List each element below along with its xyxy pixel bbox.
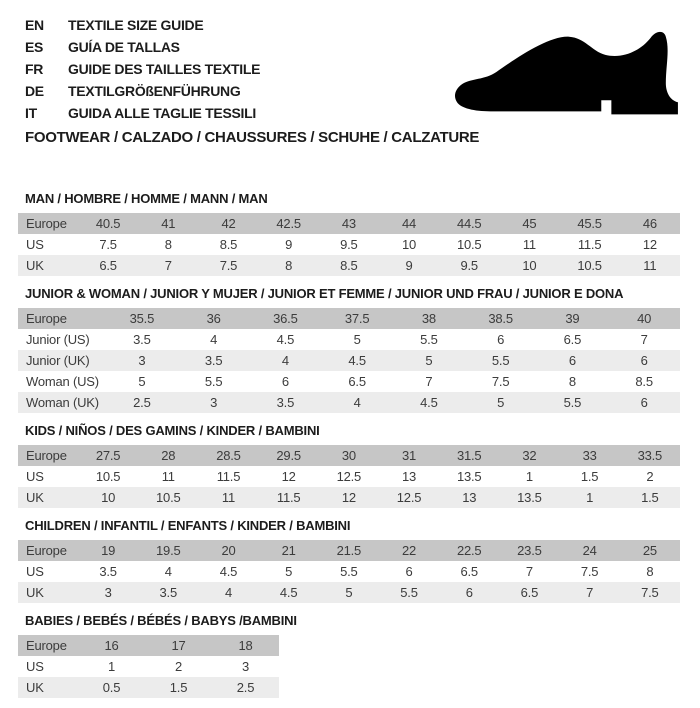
size-cell: 8.5 [635,374,653,389]
size-cell: 7.5 [580,564,599,579]
size-cell: 36.5 [273,311,298,326]
table-row [18,677,279,698]
shoe-silhouette [455,32,678,114]
size-cell: 10.5 [95,469,121,484]
language-row [25,36,260,58]
language-title: TEXTILGRÖßENFÜHRUNG [68,83,241,99]
size-tables [18,191,680,708]
size-table-title: KIDS / NIÑOS / DES GAMINS / KINDER / BAMBINI [25,423,320,438]
size-cell: 37.5 [344,311,370,326]
size-cell: 5.5 [491,353,510,368]
size-cell: 4 [281,353,289,368]
size-table-section [18,191,680,276]
row-label: UK [26,258,44,273]
size-cell: 3.5 [99,564,117,579]
size-cell: 21 [281,543,296,558]
size-cell: 8.5 [219,237,238,252]
language-code: EN [25,17,44,33]
size-cell: 42.5 [276,216,301,231]
row-label: US [26,659,44,674]
size-table [18,635,279,698]
size-cell: 7 [525,564,533,579]
size-cell: 5 [425,353,433,368]
size-cell: 1 [525,469,533,484]
table-row [18,234,680,255]
size-cell: 5.5 [340,564,358,579]
size-cell: 3.5 [204,353,223,368]
size-cell: 11.5 [276,490,301,505]
language-title: GUIDE DES TAILLES TEXTILE [68,61,261,77]
size-cell: 3.5 [159,585,178,600]
size-cell: 11 [221,490,236,505]
size-cell: 6 [281,374,289,389]
size-cell: 4.5 [348,353,366,368]
size-cell: 5 [285,564,293,579]
size-cell: 40 [637,311,652,326]
table-row [18,635,279,656]
row-label: Woman (UK) [26,395,99,410]
size-cell: 4.5 [420,395,438,410]
size-cell: 20 [221,543,236,558]
size-cell: 38 [421,311,436,326]
size-table-title: MAN / HOMBRE / HOMME / MANN / MAN [25,191,268,206]
size-cell: 9 [285,237,293,252]
row-label: Europe [26,216,67,231]
size-cell: 1.5 [580,469,599,484]
size-cell: 6.5 [563,332,582,347]
size-cell: 30 [341,448,356,463]
size-cell: 41 [161,216,176,231]
language-row [25,14,260,36]
size-cell: 8 [285,258,293,273]
category-title: FOOTWEAR / CALZADO / CHAUSSURES / SCHUHE / CALZATURE [25,129,480,146]
size-cell: 5 [497,395,505,410]
size-cell: 12.5 [336,469,362,484]
size-cell: 13.5 [517,490,542,505]
shoe-icon [452,27,686,119]
table-row [18,582,680,603]
size-cell: 4 [164,564,172,579]
size-cell: 18 [238,638,253,653]
size-cell: 23.5 [517,543,542,558]
size-cell: 19 [101,543,116,558]
size-cell: 1.5 [169,680,188,695]
size-cell: 3 [210,395,218,410]
size-cell: 33 [582,448,597,463]
table-row [18,350,680,371]
size-cell: 10 [402,237,417,252]
size-cell: 45.5 [577,216,602,231]
size-cell: 10 [101,490,116,505]
size-cell: 7 [425,374,433,389]
size-table-title: CHILDREN / INFANTIL / ENFANTS / KINDER / BAMBINI [25,518,351,533]
table-row [18,392,680,413]
size-cell: 24 [582,543,597,558]
size-cell: 2 [174,659,183,674]
size-cell: 28.5 [216,448,241,463]
size-cell: 11.5 [577,237,602,252]
size-cell: 38.5 [488,311,513,326]
size-cell: 9.5 [460,258,478,273]
language-code: DE [25,83,44,99]
size-cell: 11 [643,258,657,273]
row-label: UK [26,585,44,600]
language-row [25,80,260,102]
size-cell: 22.5 [456,543,482,558]
language-title-list [25,14,260,124]
size-table-section [18,423,680,508]
size-cell: 6 [497,332,505,347]
size-cell: 13 [402,469,417,484]
size-cell: 13.5 [456,469,482,484]
size-cell: 32 [522,448,537,463]
table-row [18,487,680,508]
size-cell: 10.5 [456,237,482,252]
size-table-section [18,286,680,413]
size-cell: 16 [104,638,119,653]
size-cell: 12 [341,490,356,505]
size-cell: 6.5 [460,564,478,579]
row-label: UK [26,490,44,505]
size-cell: 8 [646,564,654,579]
size-cell: 3.5 [276,395,295,410]
row-label: Europe [26,638,67,653]
size-cell: 2.5 [236,680,255,695]
size-cell: 44 [402,216,417,231]
size-cell: 2.5 [133,395,151,410]
table-row [18,656,279,677]
size-cell: 36 [206,311,221,326]
row-label: Europe [26,448,67,463]
size-cell: 1.5 [641,490,659,505]
size-table-title: JUNIOR & WOMAN / JUNIOR Y MUJER / JUNIOR ET FEMME / JUNIOR UND FRAU / JUNIOR E DONA [25,286,624,301]
row-label: UK [26,680,44,695]
size-cell: 9 [405,258,413,273]
size-cell: 3 [138,353,146,368]
size-cell: 42 [221,216,236,231]
size-table [18,540,680,603]
size-cell: 19.5 [156,543,181,558]
size-cell: 5.5 [563,395,582,410]
size-cell: 13 [462,490,477,505]
size-cell: 6.5 [348,374,366,389]
row-label: Junior (US) [26,332,90,347]
size-cell: 4 [353,395,361,410]
size-cell: 10 [522,258,537,273]
size-cell: 7.5 [491,374,510,389]
size-table-section [18,518,680,603]
size-cell: 5.5 [420,332,438,347]
size-cell: 27.5 [95,448,121,463]
size-cell: 31.5 [456,448,482,463]
size-cell: 12 [642,237,657,252]
size-cell: 5 [353,332,361,347]
table-row [18,329,680,350]
size-cell: 43 [341,216,356,231]
size-cell: 8 [164,237,172,252]
size-cell: 1 [107,659,116,674]
table-row [18,466,680,487]
table-row [18,540,680,561]
language-row [25,58,260,80]
size-cell: 11 [161,469,175,484]
language-code: ES [25,39,44,55]
table-row [18,308,680,329]
size-cell: 12 [281,469,296,484]
size-cell: 10.5 [577,258,602,273]
size-cell: 4.5 [279,585,298,600]
size-cell: 4.5 [219,564,238,579]
size-cell: 3 [104,585,112,600]
size-cell: 8.5 [340,258,358,273]
size-cell: 5.5 [400,585,418,600]
table-row [18,255,680,276]
size-table-title: BABIES / BEBÉS / BÉBÉS / BABYS /BAMBINI [25,613,297,628]
size-cell: 11.5 [216,469,241,484]
size-cell: 6 [568,353,576,368]
size-cell: 31 [402,448,417,463]
row-label: Europe [26,311,67,326]
size-cell: 33.5 [637,448,663,463]
size-cell: 21.5 [336,543,362,558]
size-cell: 22 [402,543,417,558]
language-title: GUÍA DE TALLAS [68,39,180,55]
size-cell: 28 [161,448,176,463]
size-cell: 12.5 [396,490,422,505]
row-label: Junior (UK) [26,353,90,368]
size-cell: 17 [171,638,186,653]
size-cell: 5 [138,374,146,389]
size-cell: 4 [224,585,232,600]
row-label: Woman (US) [26,374,99,389]
language-title: GUIDA ALLE TAGLIE TESSILI [68,105,256,121]
size-cell: 7 [164,258,172,273]
size-cell: 6 [405,564,413,579]
size-cell: 45 [522,216,537,231]
language-code: FR [25,61,44,77]
row-label: US [26,564,44,579]
size-cell: 6 [640,395,648,410]
size-cell: 0.5 [102,680,121,695]
size-cell: 4.5 [276,332,295,347]
size-table [18,308,680,413]
row-label: US [26,237,44,252]
size-cell: 3 [241,659,250,674]
table-row [18,445,680,466]
size-cell: 35.5 [129,311,155,326]
size-table [18,445,680,508]
size-cell: 11 [522,237,536,252]
size-cell: 29.5 [276,448,301,463]
size-cell: 6.5 [99,258,117,273]
size-cell: 7.5 [99,237,117,252]
size-cell: 7.5 [219,258,238,273]
size-cell: 5.5 [204,374,223,389]
size-cell: 44.5 [456,216,482,231]
size-cell: 7 [640,332,648,347]
size-cell: 3.5 [133,332,151,347]
language-code: IT [25,105,37,121]
row-label: Europe [26,543,67,558]
size-cell: 1 [586,490,594,505]
size-cell: 39 [565,311,580,326]
size-cell: 6 [465,585,473,600]
size-cell: 7.5 [641,585,659,600]
size-cell: 8 [568,374,576,389]
size-cell: 9.5 [340,237,358,252]
table-row [18,371,680,392]
table-row [18,561,680,582]
language-row [25,102,260,124]
size-cell: 46 [642,216,657,231]
size-cell: 4 [210,332,218,347]
size-cell: 25 [642,543,657,558]
size-cell: 6.5 [520,585,539,600]
size-cell: 2 [646,469,654,484]
size-table-section [18,613,680,698]
row-label: US [26,469,44,484]
table-row [18,213,680,234]
size-table [18,213,680,276]
size-cell: 7 [586,585,594,600]
size-cell: 10.5 [156,490,181,505]
size-cell: 6 [640,353,648,368]
language-title: TEXTILE SIZE GUIDE [68,17,204,33]
size-cell: 40.5 [95,216,121,231]
size-cell: 5 [345,585,353,600]
